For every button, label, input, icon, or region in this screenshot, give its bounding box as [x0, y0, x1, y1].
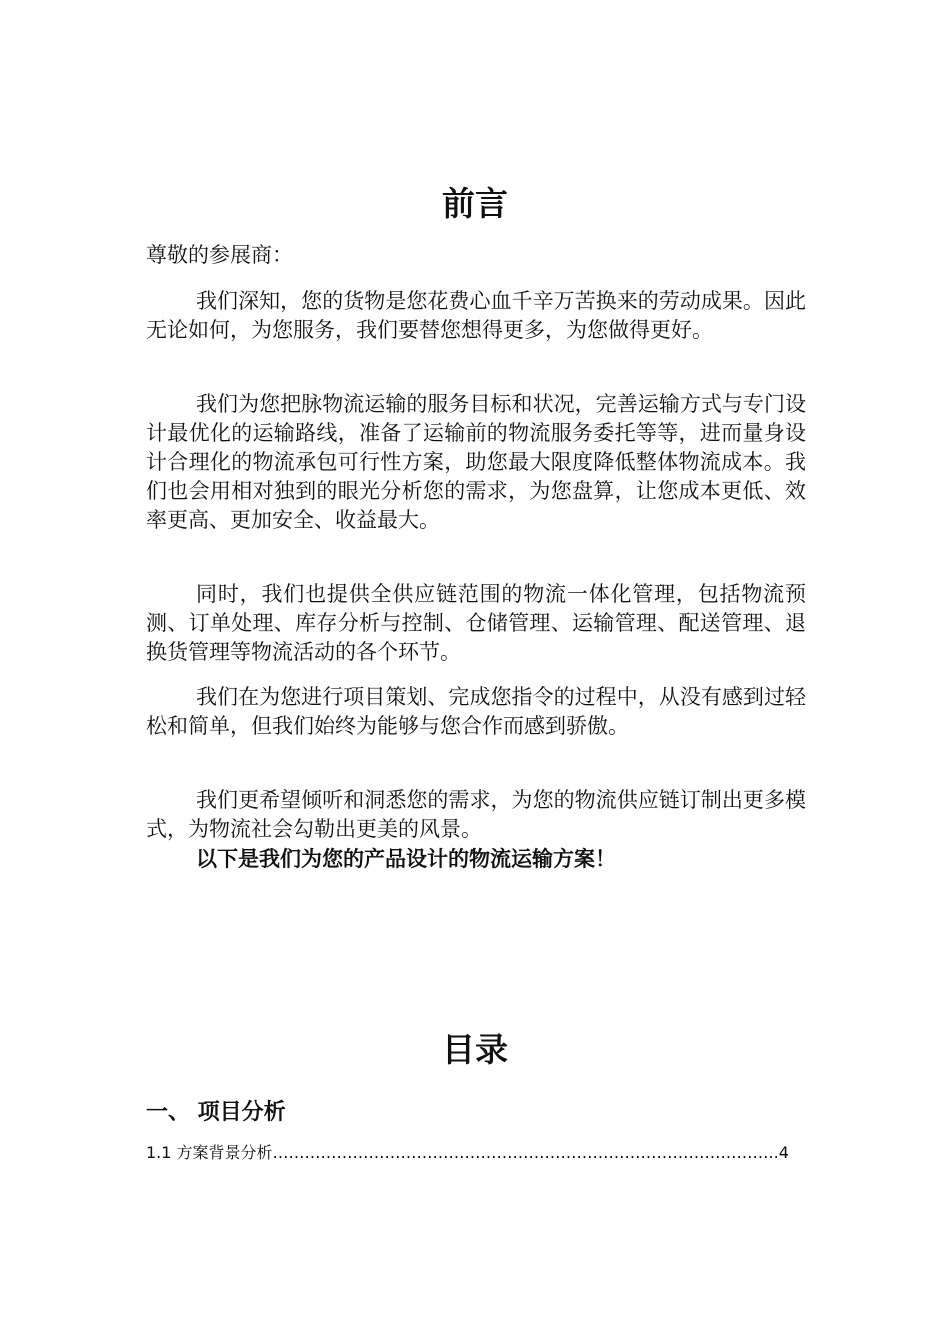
- greeting: 尊敬的参展商：: [146, 243, 293, 267]
- toc-title: 目录: [442, 1030, 508, 1069]
- closing-statement: 以下是我们为您的产品设计的物流运输方案！: [196, 847, 616, 871]
- preface-paragraph: 我们深知，您的货物是您花费心血千辛万苦换来的劳动成果。因此无论如何，为您服务，我们要替您想得更多，为您做得更好。: [146, 289, 806, 342]
- preface-paragraph: 我们在为您进行项目策划、完成您指令的过程中，从没有感到过轻松和简单，但我们始终为能够与您合作而感到骄傲。: [146, 685, 806, 738]
- preface-paragraph: 我们更希望倾听和洞悉您的需求，为您的物流供应链订制出更多模式，为物流社会勾勒出更美的风景。: [146, 788, 806, 841]
- preface-paragraph: 同时，我们也提供全供应链范围的物流一体化管理，包括物流预测、订单处理、库存分析与控制、仓储管理、运输管理、配送管理、退换货管理等物流活动的各个环节。: [146, 582, 806, 664]
- toc-section-heading: 一、 项目分析: [146, 1100, 286, 1125]
- preface-paragraph: 我们为您把脉物流运输的服务目标和状况，完善运输方式与专门设计最优化的运输路线，准备了运输前的物流服务委托等等，进而量身设计合理化的物流承包可行性方案，助您最大限度降低整体物流成本。我们也会用相对独到的眼光分析您的需求，为您盘算，让您成本更低、效率更高、更加安全、收益最大。: [146, 392, 806, 532]
- preface-title: 前言: [442, 184, 508, 223]
- toc-entry[interactable]: 1.1 方案背景分析…………………………………………………………………………………..4: [146, 1143, 789, 1162]
